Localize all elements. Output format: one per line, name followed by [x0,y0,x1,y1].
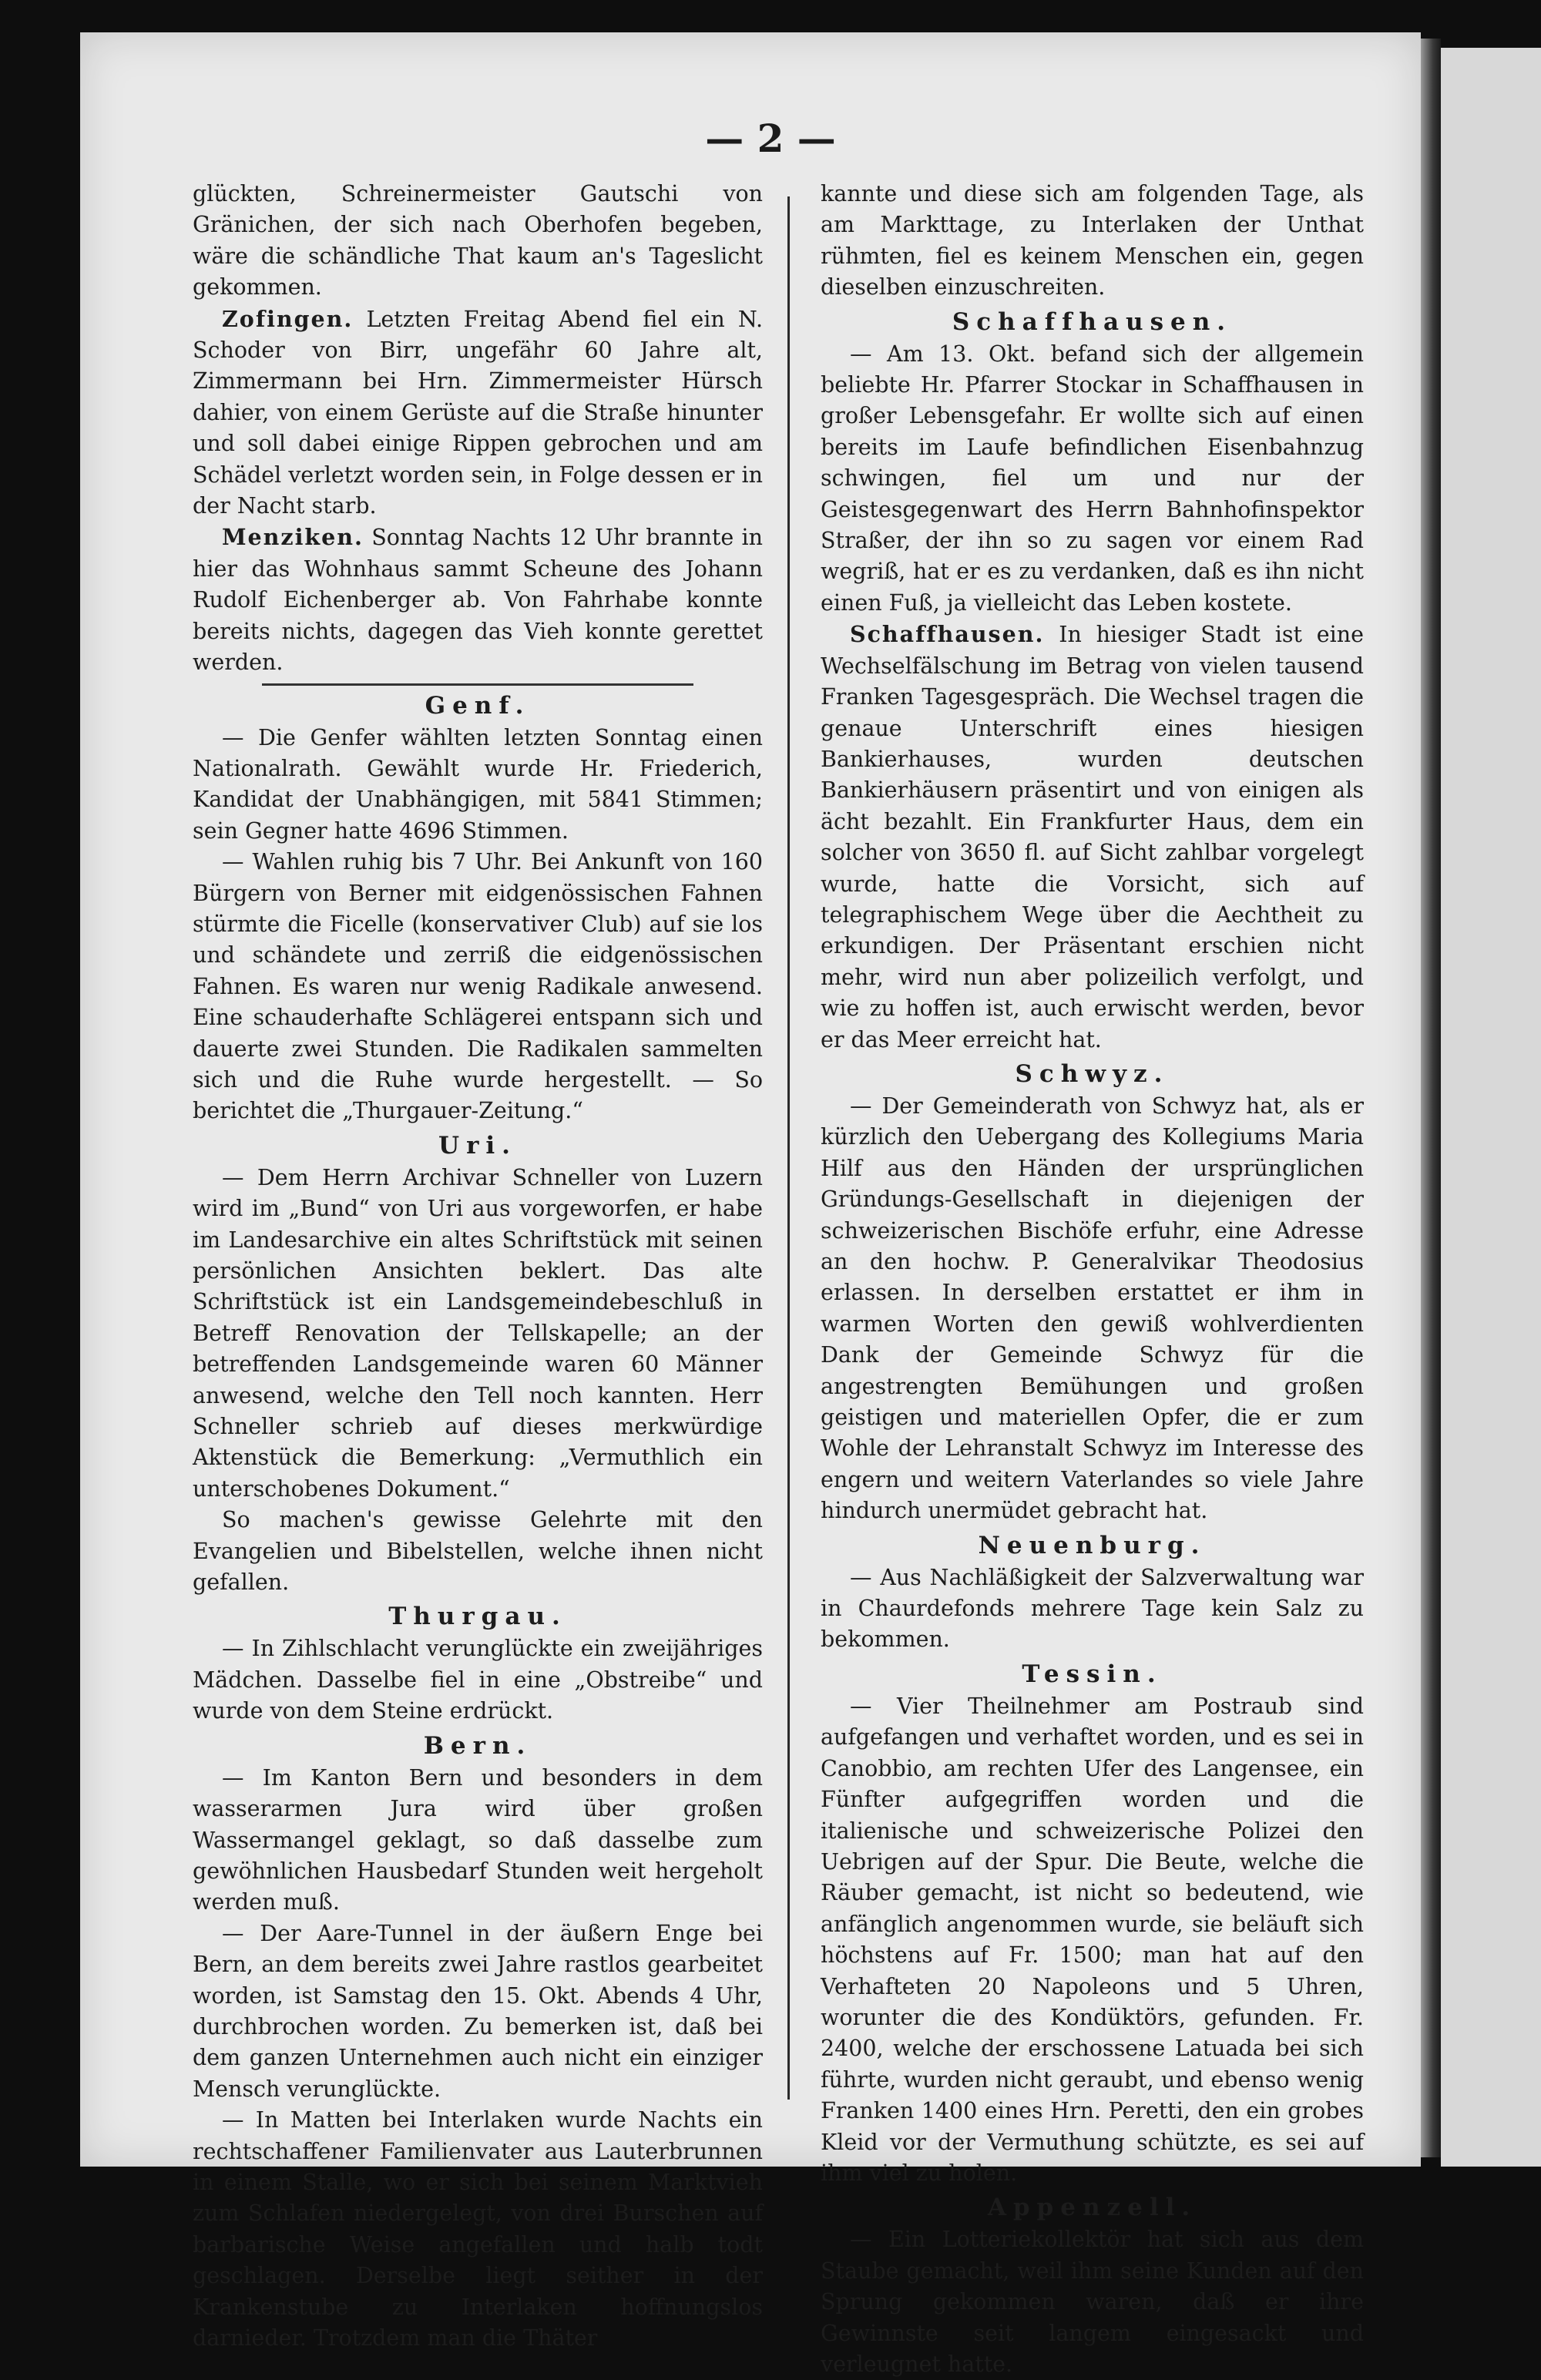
column-divider [787,196,790,2100]
section-heading-appenzell: Appenzell. [987,2194,1197,2222]
place-name: Schaffhausen. [850,621,1045,648]
article-paragraph: — Am 13. Okt. befand sich der allgemein beliebte Hr. Pfarrer Stockar in Schaffhausen in großer Lebensgefahr. Er wollte sich auf einen bereits im Laufe befindlichen Eisenbahnzug schwingen, fiel um und nur der Geistesgegenwart des Herrn Bahnhofinspektor Straßer, der ihn so zu sagen vor einem Rad wegriß, hat er es zu verdanken, daß es ihn nicht einen Fuß, ja vielleicht das Leben kostete. [821,341,1364,616]
article-paragraph: — Dem Herrn Archivar Schneller von Luzern wird im „Bund“ von Uri aus vorgeworfen, er habe im Landesarchive ein altes Schriftstück mit seinen persönlichen Ansichten beklert. Das alte Schriftstück ist ein Landsgemeindebeschluß in Betreff Renovation der Tellskapelle; an der betreffenden Landsgemeinde waren 60 Männer anwesend, welche den Tell noch kannten. Herr Schneller schrieb auf dieses merkwürdige Aktenstück die Bemerkung: „Vermuthlich ein unterschobenes Dokument.“ [193,1164,763,1502]
article-paragraph: — Aus Nachläßigkeit der Salzverwaltung war in Chaurdefonds mehrere Tage kein Salz zu bekommen. [821,1564,1364,1653]
separator-rule [262,683,693,686]
section-heading-thurgau: Thurgau. [388,1603,567,1631]
article-paragraph: — In Zihlschlacht verunglückte ein zweijähriges Mädchen. Dasselbe fiel in eine „Obstreibe“ und wurde von dem Steine erdrückt. [193,1636,763,1724]
article-menziken [193,522,763,678]
section-heading-schaffhausen: Schaffhausen. [952,307,1233,336]
article-continuation: kannte und diese sich am folgenden Tage, als am Markttage, zu Interlaken der Unthat rühmten, fiel es keinem Menschen ein, gegen dieselben einzuschreiten. [821,181,1364,300]
article-paragraph: — Vier Theilnehmer am Postraub sind aufgefangen und verhaftet worden, und es sei in Canobbio, am rechten Ufer des Langensee, ein Fünfter aufgegriffen worden und die italienische und schweizerische Polizei den Uebrigen auf der Spur. Die Beute, welche die Räuber gemacht, ist nicht so bedeutend, wie anfänglich angenommen wurde, sie beläuft sich höchstens auf Fr. 1500; man hat auf den Verhafteten 20 Napoleons und 5 Uhren, worunter die des Kondüktörs, gefunden. Fr. 2400, welche der erschossene Latuada bei sich führte, wurden nicht geraubt, und ebenso wenig Franken 1400 eines Hrn. Peretti, den ein grobes Kleid vor der Vermuthung schützte, es sei auf ihm viel zu holen. [821,1693,1364,2186]
section-heading-schwyz: Schwyz. [1015,1059,1170,1088]
right-column [821,179,1364,2380]
article-paragraph: — Ein Lotteriekollektör hat sich aus dem Staube gemacht, weil ihm seine Kunden auf den Sprung gekommen waren, daß er ihre Gewinnste seit langem eingesackt und verleugnet hatte. [821,2227,1364,2377]
article-zofingen [193,304,763,522]
article-continuation: glückten, Schreinermeister Gautschi von Gränichen, der sich nach Oberhofen begeben, wäre die schändliche That kaum an's Tageslicht gekommen. [193,181,763,300]
article-text: Letzten Freitag Abend fiel ein N. Schoder von Birr, ungefähr 60 Jahre alt, Zimmermann bei Hrn. Zimmermeister Hürsch dahier, von einem Gerüste auf die Straße hinunter und soll dabei einige Rippen gebrochen und am Schädel verletzt worden sein, in Folge dessen er in der Nacht starb. [193,306,764,519]
article-paragraph [821,619,1364,1056]
section-heading-uri: Uri. [438,1131,517,1160]
article-paragraph: — Der Gemeinderath von Schwyz hat, als er kürzlich den Uebergang des Kollegiums Maria Hilf aus den Händen der ursprünglichen Gründungs-Gesellschaft in diejenigen der schweizerischen Bischöfe erfuhr, eine Adresse an den hochw. P. Generalvikar Theodosius erlassen. In derselben erstattet er ihm in warmen Worten den gewiß wohlverdienten Dank der Gemeinde Schwyz für die angestrengten Bemühungen und großen geistigen und materiellen Opfer, die er zum Wohle der Lehranstalt Schwyz im Interesse des engern und weitern Vaterlandes so viele Jahre hindurch unermüdet gebracht hat. [821,1093,1364,1524]
book-gutter [1421,39,1441,2157]
left-column [193,179,763,2354]
section-heading-bern: Bern. [423,1731,532,1760]
section-heading-tessin: Tessin. [1022,1660,1163,1688]
article-paragraph: — Der Aare-Tunnel in der äußern Enge bei Bern, an dem bereits zwei Jahre rastlos gearbeitet worden, ist Samstag den 15. Okt. Abends 4 Uhr, durchbrochen worden. Zu bemerken ist, daß bei dem ganzen Unternehmen auch nicht ein einziger Mensch verunglückte. [193,1920,763,2102]
place-name: Zofingen. [222,305,354,332]
article-paragraph: So machen's gewisse Gelehrte mit den Evangelien und Bibelstellen, welche ihnen nicht gefallen. [193,1507,763,1596]
article-text: Sonntag Nachts 12 Uhr brannte in hier das Wohnhaus sammt Scheune des Johann Rudolf Eichenberger ab. Von Fahrhabe konnte bereits nichts, dagegen das Vieh konnte gerettet werden. [193,525,763,676]
page-number: — 2 — [705,116,836,161]
section-heading-genf: Genf. [425,691,531,720]
place-name: Menziken. [222,524,364,551]
section-heading-neuenburg: Neuenburg. [978,1531,1207,1559]
facing-page-edge [1441,48,1541,2167]
article-text: In hiesiger Stadt ist eine Wechselfälschung im Betrag von vielen tausend Franken Tagesgespräch. Die Wechsel tragen die genaue Unterschrift eines hiesigen Bankierhauses, wurden deutschen Bankierhäusern präsentirt und von einigen als ächt bezahlt. Ein Frankfurter Haus, dem ein solcher von 3650 fl. auf Sicht zahlbar vorgelegt wurde, hatte die Vorsicht, sich auf telegraphischem Wege über die Aechtheit zu erkundigen. Der Präsentant erschien nicht mehr, wird nun aber polizeilich verfolgt, und wie zu hoffen ist, auch erwischt werden, bevor er das Meer erreicht hat. [821,622,1364,1052]
article-paragraph: — Wahlen ruhig bis 7 Uhr. Bei Ankunft von 160 Bürgern von Berner mit eidgenössischen Fahnen stürmte die Ficelle (konservativer Club) auf sie los und schändete und zerriß die eidgenössischen Fahnen. Es waren nur wenig Radikale anwesend. Eine schauderhafte Schlägerei entspann sich und dauerte zwei Stunden. Die Radikalen sammelten sich und die Ruhe wurde hergestellt. — So berichtet die „Thurgauer-Zeitung.“ [193,849,763,1124]
article-paragraph: — In Matten bei Interlaken wurde Nachts ein rechtschaffener Familienvater aus Lauterbrunnen in einem Stalle, wo er sich bei seinem Marktvieh zum Schlafen niedergelegt, von drei Burschen auf barbarische Weise angefallen und halb todt geschlagen. Derselbe liegt seither in der Krankenstube zu Interlaken hoffnungslos darnieder. Trotzdem man die Thäter [193,2107,763,2351]
article-paragraph: — Im Kanton Bern und besonders in dem wasserarmen Jura wird über großen Wassermangel geklagt, so daß dasselbe zum gewöhnlichen Hausbedarf Stunden weit hergeholt werden muß. [193,1764,763,1915]
article-paragraph: — Die Genfer wählten letzten Sonntag einen Nationalrath. Gewählt wurde Hr. Friederich, Kandidat der Unabhängigen, mit 5841 Stimmen; sein Gegner hatte 4696 Stimmen. [193,724,763,844]
